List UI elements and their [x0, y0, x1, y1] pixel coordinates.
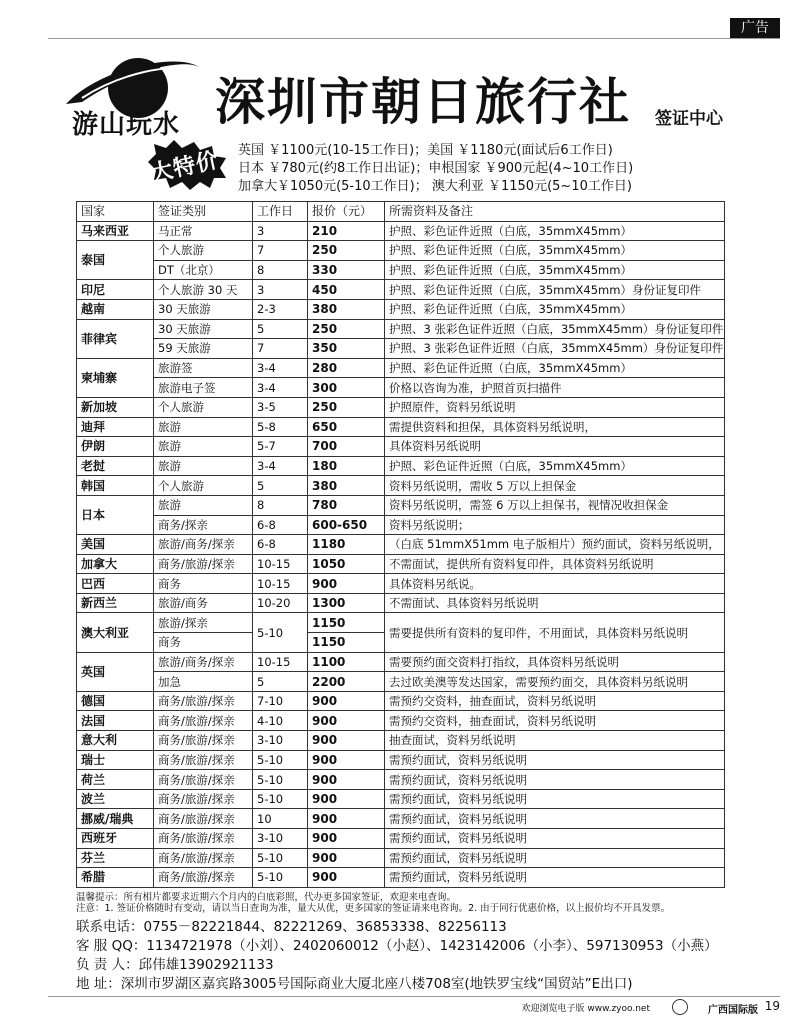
cell-visa-type: 旅游电子签: [154, 378, 253, 398]
cell-notes: 护照、彩色证件近照（白底，35mmX45mm）: [385, 358, 725, 378]
cell-visa-type: 商务/旅游/探亲: [154, 691, 253, 711]
cell-visa-type: 旅游: [154, 456, 253, 476]
cell-workdays: 3-5: [253, 397, 308, 417]
cell-price: 1050: [308, 554, 385, 574]
cell-visa-type: 旅游/探亲: [154, 613, 253, 633]
table-row: [77, 554, 725, 574]
table-row: [77, 241, 725, 261]
cell-country: 澳大利亚: [77, 613, 154, 652]
cell-notes: 需要预约面交资料打指纹，具体资料另纸说明: [385, 652, 725, 672]
table-header-row: [77, 202, 725, 222]
cell-country: 波兰: [77, 789, 154, 809]
cell-workdays: 2-3: [253, 299, 308, 319]
cell-price: 900: [308, 868, 385, 888]
cell-notes: 护照原件，资料另纸说明: [385, 397, 725, 417]
cell-country: 巴西: [77, 574, 154, 594]
cell-notes: 护照、彩色证件近照（白底，35mmX45mm）: [385, 221, 725, 241]
cell-notes: 需预约面试，资料另纸说明: [385, 770, 725, 790]
cell-notes: 去过欧美澳等发达国家，需要预约面交，具体资料另纸说明: [385, 672, 725, 692]
cell-notes: 需预约交资料，抽查面试，资料另纸说明: [385, 711, 725, 731]
cell-notes: 需预约交资料，抽查面试，资料另纸说明: [385, 691, 725, 711]
cell-workdays: 5-7: [253, 437, 308, 457]
cell-country: 新西兰: [77, 593, 154, 613]
table-row: [77, 476, 725, 496]
header-workdays: 工作日: [253, 202, 308, 222]
cell-visa-type: 旅游/商务/探亲: [154, 652, 253, 672]
footer-info: [76, 892, 736, 994]
cell-workdays: 5-10: [253, 868, 308, 888]
cell-price: 210: [308, 221, 385, 241]
cell-price: 900: [308, 789, 385, 809]
cell-visa-type: 旅游/商务/探亲: [154, 535, 253, 555]
cell-price: 1100: [308, 652, 385, 672]
cell-notes: 护照、彩色证件近照（白底，35mmX45mm）: [385, 241, 725, 261]
cell-notes: 需预约面试，资料另纸说明: [385, 868, 725, 888]
cell-country: 挪威/瑞典: [77, 809, 154, 829]
cell-visa-type: 商务/旅游/探亲: [154, 848, 253, 868]
table-row: [77, 809, 725, 829]
cell-notes: 需预约面试，资料另纸说明: [385, 848, 725, 868]
cell-visa-type: 旅游/商务: [154, 593, 253, 613]
cell-country: 韩国: [77, 476, 154, 496]
cell-country: 法国: [77, 711, 154, 731]
cell-workdays: 8: [253, 495, 308, 515]
cell-price: 900: [308, 691, 385, 711]
cell-visa-type: 商务: [154, 574, 253, 594]
cell-price: 300: [308, 378, 385, 398]
cell-country: 柬埔寨: [77, 358, 154, 397]
cell-country: 英国: [77, 652, 154, 691]
header-visa-type: 签证类别: [154, 202, 253, 222]
cell-visa-type: 个人旅游: [154, 397, 253, 417]
table-row: [77, 711, 725, 731]
cell-notes: 具体资料另纸说。: [385, 574, 725, 594]
cell-country: 伊朗: [77, 437, 154, 457]
cell-price: 900: [308, 829, 385, 849]
cell-notes: 不需面试，提供所有资料复印件，具体资料另纸说明: [385, 554, 725, 574]
cell-country: 菲律宾: [77, 319, 154, 358]
cell-visa-type: 个人旅游: [154, 476, 253, 496]
cell-visa-type: DT（北京）: [154, 260, 253, 280]
table-row: [77, 574, 725, 594]
table-row: [77, 691, 725, 711]
special-badge-text: 大特价: [148, 148, 222, 187]
cell-workdays: 4-10: [253, 711, 308, 731]
cell-notes: 护照、彩色证件近照（白底，35mmX45mm）身份证复印件: [385, 280, 725, 300]
cell-price: 900: [308, 731, 385, 751]
top-rule: [48, 38, 780, 39]
table-row: [77, 378, 725, 398]
table-row: [77, 221, 725, 241]
cell-workdays: 5-10: [253, 750, 308, 770]
table-row: [77, 593, 725, 613]
cell-country: 马来西亚: [77, 221, 154, 241]
cell-workdays: 3-10: [253, 829, 308, 849]
cell-workdays: 5: [253, 319, 308, 339]
table-row: [77, 339, 725, 359]
cell-notes: 具体资料另纸说明: [385, 437, 725, 457]
cell-country: 瑞士: [77, 750, 154, 770]
cell-price: 380: [308, 299, 385, 319]
cell-workdays: 3-4: [253, 378, 308, 398]
table-row: [77, 770, 725, 790]
cell-country: 加拿大: [77, 554, 154, 574]
cell-visa-type: 商务/旅游/探亲: [154, 750, 253, 770]
table-row: [77, 456, 725, 476]
cell-price: 380: [308, 476, 385, 496]
header-notes: 所需资料及备注: [385, 202, 725, 222]
table-row: [77, 535, 725, 555]
header-country: 国家: [77, 202, 154, 222]
cell-price: 900: [308, 750, 385, 770]
cell-price: 600-650: [308, 515, 385, 535]
table-row: [77, 417, 725, 437]
table-row: [77, 750, 725, 770]
cell-price: 900: [308, 809, 385, 829]
table-row: [77, 437, 725, 457]
cell-visa-type: 个人旅游: [154, 241, 253, 261]
cell-workdays: 5-10: [253, 770, 308, 790]
cell-price: 2200: [308, 672, 385, 692]
cell-visa-type: 加急: [154, 672, 253, 692]
contact-address: 地 址：深圳市罗湖区嘉宾路3005号国际商业大厦北座八楼708室(地铁罗宝线“国贸站”E出口): [76, 976, 633, 992]
cell-visa-type: 旅游签: [154, 358, 253, 378]
cell-workdays: 3-4: [253, 456, 308, 476]
cell-workdays: 3: [253, 280, 308, 300]
cell-price: 180: [308, 456, 385, 476]
cell-visa-type: 59 天旅游: [154, 339, 253, 359]
cell-notes: 不需面试、具体资料另纸说明: [385, 593, 725, 613]
table-row: [77, 848, 725, 868]
table-row: [77, 495, 725, 515]
cell-notes: 资料另纸说明，需收 5 万以上担保金: [385, 476, 725, 496]
cell-price: 250: [308, 241, 385, 261]
cell-visa-type: 商务/旅游/探亲: [154, 554, 253, 574]
cell-price: 250: [308, 319, 385, 339]
cell-price: 350: [308, 339, 385, 359]
cell-workdays: 7-10: [253, 691, 308, 711]
cell-notes: 抽查面试，资料另纸说明: [385, 731, 725, 751]
cell-price: 1150: [308, 633, 385, 653]
cell-notes: 需提供资料和担保，具体资料另纸说明，: [385, 417, 725, 437]
header-price: 报价（元）: [308, 202, 385, 222]
cell-country: 希腊: [77, 868, 154, 888]
table-row: [77, 358, 725, 378]
table-row: [77, 260, 725, 280]
cell-visa-type: 个人旅游 30 天: [154, 280, 253, 300]
cell-workdays: 5-10: [253, 848, 308, 868]
cell-workdays: 3-4: [253, 358, 308, 378]
cell-notes: 需预约面试，资料另纸说明: [385, 829, 725, 849]
cell-workdays: 10-15: [253, 574, 308, 594]
cell-country: 意大利: [77, 731, 154, 751]
cell-country: 越南: [77, 299, 154, 319]
cell-workdays: 3-10: [253, 731, 308, 751]
agency-name: 深圳市朝日旅行社: [215, 73, 631, 131]
cell-workdays: 8: [253, 260, 308, 280]
cell-notes: 需预约面试，资料另纸说明: [385, 750, 725, 770]
cell-notes: 资料另纸说明；: [385, 515, 725, 535]
ad-label: 广告: [730, 18, 780, 38]
cell-country: 荷兰: [77, 770, 154, 790]
table-row: [77, 613, 725, 633]
table-row: [77, 280, 725, 300]
cell-workdays: 5-10: [253, 613, 308, 652]
cell-notes: 护照、3 张彩色证件近照（白底，35mmX45mm）身份证复印件: [385, 339, 725, 359]
cell-notes: 护照、彩色证件近照（白底，35mmX45mm）: [385, 260, 725, 280]
cell-visa-type: 旅游: [154, 417, 253, 437]
cell-notes: 需预约面试，资料另纸说明: [385, 809, 725, 829]
cell-price: 280: [308, 358, 385, 378]
table-row: [77, 829, 725, 849]
cell-notes: 价格以咨询为准，护照首页扫描件: [385, 378, 725, 398]
cell-price: 330: [308, 260, 385, 280]
price-line: 加拿大￥1050元(5-10工作日)； 澳大利亚 ￥1150元(5~10工作日): [238, 179, 632, 194]
cell-visa-type: 商务/旅游/探亲: [154, 770, 253, 790]
price-line: 英国 ￥1100元(10-15工作日)；美国 ￥1180元(面试后6工作日): [238, 143, 613, 158]
cell-visa-type: 30 天旅游: [154, 299, 253, 319]
cell-price: 900: [308, 574, 385, 594]
cell-visa-type: 商务: [154, 633, 253, 653]
table-row: [77, 868, 725, 888]
cell-workdays: 5: [253, 672, 308, 692]
cell-country: 印尼: [77, 280, 154, 300]
cell-country: 老挝: [77, 456, 154, 476]
cell-price: 700: [308, 437, 385, 457]
cell-country: 西班牙: [77, 829, 154, 849]
cell-workdays: 7: [253, 339, 308, 359]
cell-visa-type: 商务/旅游/探亲: [154, 789, 253, 809]
cell-price: 250: [308, 397, 385, 417]
cell-visa-type: 商务/探亲: [154, 515, 253, 535]
cell-workdays: 6-8: [253, 535, 308, 555]
cell-price: 450: [308, 280, 385, 300]
cell-workdays: 5-8: [253, 417, 308, 437]
contact-qq: 客 服 QQ：1134721978（小刘）、2402060012（小赵）、1423142006（小李）、597130953（小燕）: [76, 938, 718, 954]
cell-notes: 需要提供所有资料的复印件，不用面试，具体资料另纸说明: [385, 613, 725, 652]
cell-price: 1150: [308, 613, 385, 633]
cell-workdays: 7: [253, 241, 308, 261]
website-text: 欢迎浏览电子版 www.zyoo.net: [521, 1004, 650, 1014]
cell-workdays: 10-15: [253, 554, 308, 574]
page-number: 19: [764, 999, 780, 1013]
cell-country: 泰国: [77, 241, 154, 280]
table-row: [77, 397, 725, 417]
cell-notes: 护照、3 张彩色证件近照（白底，35mmX45mm）身份证复印件: [385, 319, 725, 339]
page-footer: [48, 996, 780, 1017]
table-row: [77, 319, 725, 339]
publication-logo-icon: [672, 999, 688, 1015]
cell-visa-type: 30 天旅游: [154, 319, 253, 339]
visa-center-label: 签证中心: [655, 109, 723, 129]
cell-visa-type: 商务/旅游/探亲: [154, 731, 253, 751]
cell-workdays: 10: [253, 809, 308, 829]
cell-visa-type: 旅游: [154, 437, 253, 457]
price-line: 日本 ￥780元(约8工作日出证)；申根国家 ￥900元起(4~10工作日): [238, 161, 634, 176]
cell-country: 美国: [77, 535, 154, 555]
headline-prices: [238, 142, 633, 196]
cell-price: 1180: [308, 535, 385, 555]
contact-phone: 联系电话：0755－82221844、82221269、36853338、82256113: [76, 919, 507, 935]
table-row: [77, 652, 725, 672]
table-row: [77, 299, 725, 319]
cell-visa-type: 商务/旅游/探亲: [154, 809, 253, 829]
cell-country: 德国: [77, 691, 154, 711]
cell-notes: 需预约面试，资料另纸说明: [385, 789, 725, 809]
cell-workdays: 6-8: [253, 515, 308, 535]
visa-price-table: [76, 201, 725, 888]
publication-name: 广西国际版: [708, 1005, 758, 1016]
cell-workdays: 10-20: [253, 593, 308, 613]
cell-notes: 护照、彩色证件近照（白底，35mmX45mm）: [385, 299, 725, 319]
cell-price: 650: [308, 417, 385, 437]
table-row: [77, 789, 725, 809]
cell-workdays: 10-15: [253, 652, 308, 672]
notice-text: 注意：1. 签证价格随时有变动，请以当日查询为准，量大从优，更多国家的签证请来电咨询。2. 由于同行优惠价格，以上报价均不开具发票。: [76, 903, 671, 914]
table-row: [77, 672, 725, 692]
table-row: [77, 731, 725, 751]
cell-visa-type: 马正常: [154, 221, 253, 241]
cell-price: 900: [308, 711, 385, 731]
cell-visa-type: 商务/旅游/探亲: [154, 829, 253, 849]
cell-visa-type: 商务/旅游/探亲: [154, 711, 253, 731]
contact-person: 负 责 人：邱伟雄13902921133: [76, 957, 274, 973]
cell-workdays: 3: [253, 221, 308, 241]
cell-workdays: 5-10: [253, 789, 308, 809]
cell-price: 1300: [308, 593, 385, 613]
cell-country: 芬兰: [77, 848, 154, 868]
tip-text: 温馨提示：所有相片都要求近期六个月内的白底彩照，代办更多国家签证，欢迎来电查询。: [76, 892, 457, 903]
cell-price: 900: [308, 770, 385, 790]
cell-notes: 资料另纸说明，需签 6 万以上担保书，视情况收担保金: [385, 495, 725, 515]
cell-workdays: 5: [253, 476, 308, 496]
cell-price: 900: [308, 848, 385, 868]
table-row: [77, 515, 725, 535]
cell-price: 780: [308, 495, 385, 515]
cell-visa-type: 商务/旅游/探亲: [154, 868, 253, 888]
cell-country: 新加坡: [77, 397, 154, 417]
cell-country: 日本: [77, 495, 154, 534]
logo-text: 游山玩水: [72, 110, 181, 140]
cell-country: 迪拜: [77, 417, 154, 437]
cell-notes: （白底 51mmX51mm 电子版相片）预约面试，资料另纸说明，: [385, 535, 725, 555]
cell-notes: 护照、彩色证件近照（白底，35mmX45mm）: [385, 456, 725, 476]
cell-visa-type: 旅游: [154, 495, 253, 515]
